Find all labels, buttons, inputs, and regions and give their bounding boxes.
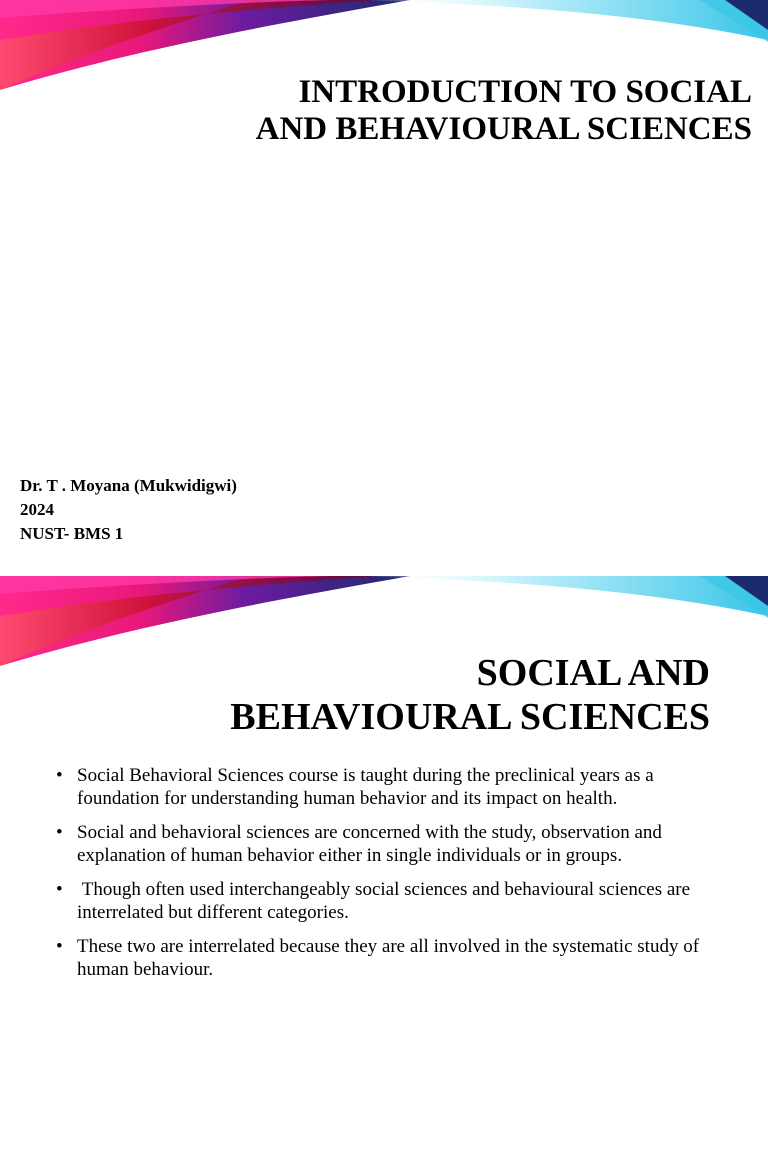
bullet-icon: • <box>56 879 63 900</box>
bullet-list <box>56 764 716 992</box>
slide-2-title-line: BEHAVIOURAL SCIENCES <box>230 696 710 738</box>
bullet-text: Social and behavioral sciences are concerned with the study, observation and explanation of human behavior either in single individuals or in groups. <box>77 822 662 866</box>
list-item <box>56 764 716 810</box>
bullet-icon: • <box>56 765 63 786</box>
slide-1-title <box>152 74 752 148</box>
bullet-icon: • <box>56 936 63 957</box>
author-info <box>20 474 237 546</box>
slide-2 <box>0 576 768 1152</box>
slide-2-title-line: SOCIAL AND <box>476 652 710 694</box>
slide-2-title <box>110 651 710 739</box>
author-course: NUST- BMS 1 <box>20 524 124 543</box>
author-year: 2024 <box>20 500 54 519</box>
author-name: Dr. T . Moyana (Mukwidigwi) <box>20 476 237 495</box>
bullet-text: These two are interrelated because they are all involved in the systematic study of human behaviour. <box>77 936 700 980</box>
list-item <box>56 935 716 981</box>
bullet-text: Though often used interchangeably social sciences and behavioural sciences are interrelated but different categories. <box>77 879 695 923</box>
slide-1-title-line: AND BEHAVIOURAL SCIENCES <box>255 111 752 147</box>
slide-1-title-line: INTRODUCTION TO SOCIAL <box>298 74 752 110</box>
bullet-text: Social Behavioral Sciences course is taught during the preclinical years as a foundation for understanding human behavior and its impact on health. <box>77 765 654 809</box>
bullet-icon: • <box>56 822 63 843</box>
list-item <box>56 878 716 924</box>
list-item <box>56 821 716 867</box>
